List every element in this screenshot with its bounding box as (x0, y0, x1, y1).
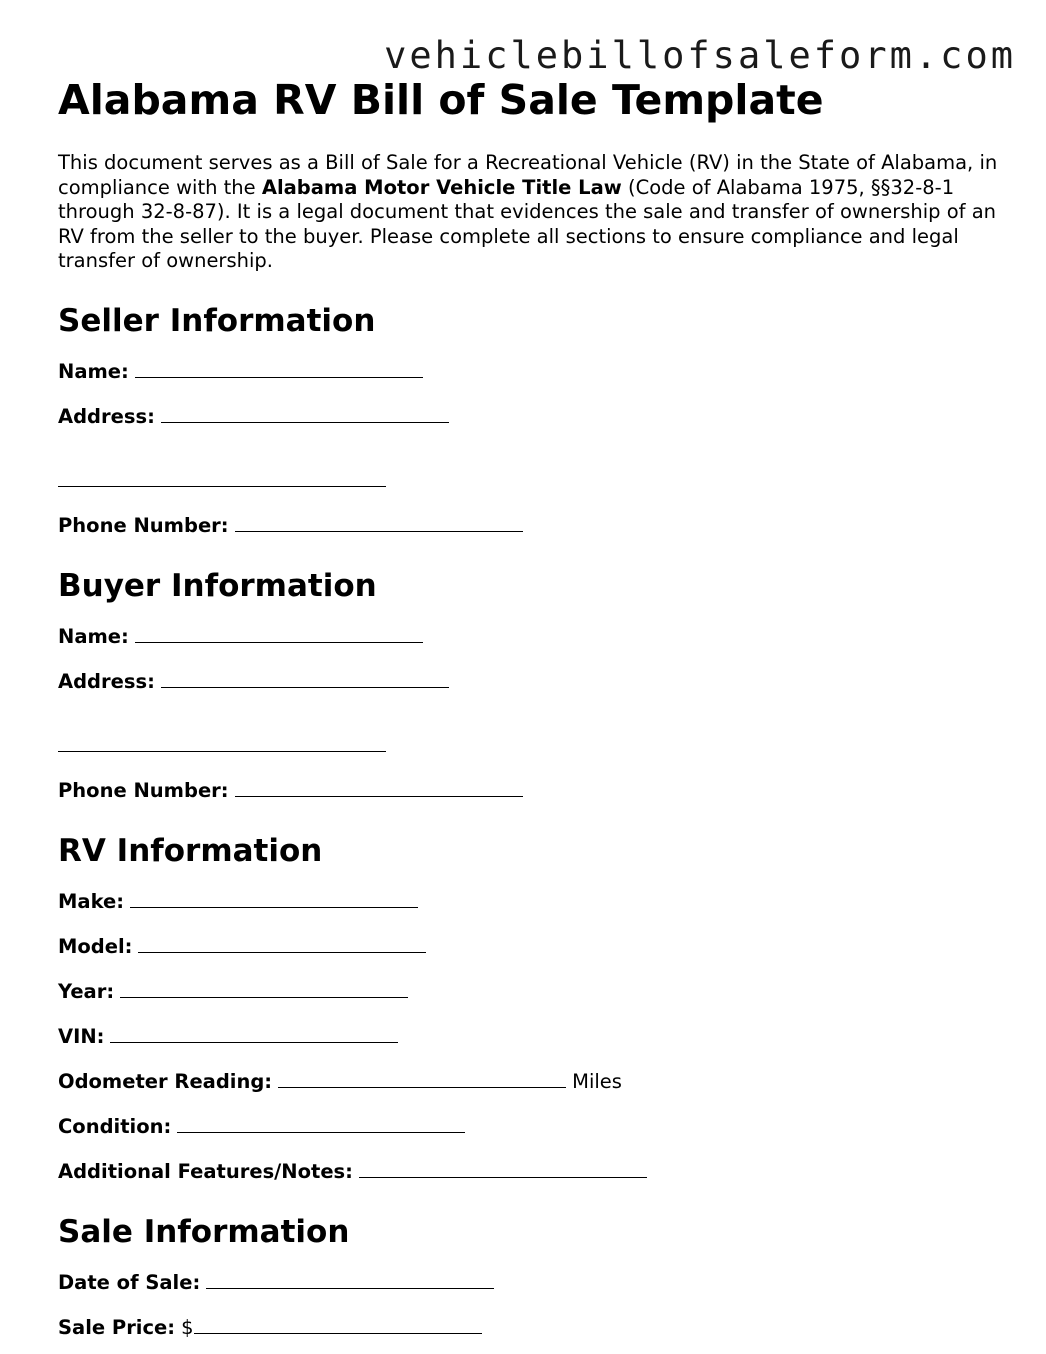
rv-make-label: Make: (58, 889, 125, 913)
intro-text-part2: (Code of Alabama 1975, §§32-8-1 through 32-8-87). It is a legal document that evidences the sale and transfer of ownership of an RV from the seller to the buyer. Please complete all sections to ensure compliance and legal transfer of ownership. (58, 175, 997, 273)
buyer-address-row (58, 669, 998, 695)
rv-model-field[interactable] (138, 934, 426, 953)
rv-heading: RV Information (58, 832, 323, 869)
sale-date-field[interactable] (206, 1270, 494, 1289)
seller-heading: Seller Information (58, 302, 376, 339)
buyer-phone-row (58, 778, 998, 804)
page-title: Alabama RV Bill of Sale Template (58, 76, 824, 124)
buyer-address-label: Address: (58, 669, 155, 693)
rv-make-field[interactable] (130, 889, 418, 908)
rv-odometer-unit: Miles (572, 1069, 622, 1093)
seller-name-label: Name: (58, 359, 129, 383)
seller-phone-row (58, 513, 998, 539)
rv-section (58, 831, 998, 1185)
rv-condition-field[interactable] (177, 1114, 465, 1133)
rv-odometer-field[interactable] (278, 1069, 566, 1088)
seller-name-field[interactable] (135, 359, 423, 378)
rv-notes-field[interactable] (359, 1159, 647, 1178)
rv-vin-row (58, 1024, 998, 1050)
rv-vin-field[interactable] (110, 1024, 398, 1043)
sale-heading: Sale Information (58, 1213, 350, 1250)
rv-model-label: Model: (58, 934, 133, 958)
buyer-name-label: Name: (58, 624, 129, 648)
rv-odometer-label: Odometer Reading: (58, 1069, 273, 1093)
buyer-name-field[interactable] (135, 624, 423, 643)
buyer-address-line2-row (58, 733, 998, 759)
buyer-section (58, 566, 998, 804)
rv-year-label: Year: (58, 979, 115, 1003)
seller-address-line2-field[interactable] (58, 468, 386, 487)
seller-section (58, 301, 998, 539)
rv-year-row (58, 979, 998, 1005)
sale-section (58, 1212, 998, 1341)
rv-notes-label: Additional Features/Notes: (58, 1159, 353, 1183)
seller-phone-label: Phone Number: (58, 513, 229, 537)
sale-price-label: Sale Price: (58, 1315, 176, 1339)
buyer-address-field[interactable] (161, 669, 449, 688)
buyer-phone-label: Phone Number: (58, 778, 229, 802)
sale-date-label: Date of Sale: (58, 1270, 201, 1294)
rv-condition-label: Condition: (58, 1114, 172, 1138)
intro-law-name: Alabama Motor Vehicle Title Law (261, 175, 622, 199)
seller-address-field[interactable] (161, 404, 449, 423)
rv-condition-row (58, 1114, 998, 1140)
sale-price-currency: $ (181, 1315, 194, 1339)
sale-price-field[interactable] (194, 1315, 482, 1334)
rv-make-row (58, 889, 998, 915)
sale-date-row (58, 1270, 998, 1296)
buyer-heading: Buyer Information (58, 567, 377, 604)
document-body (58, 74, 998, 1341)
rv-notes-row (58, 1159, 998, 1185)
seller-name-row (58, 359, 998, 385)
intro-paragraph (58, 151, 998, 274)
site-watermark: vehiclebillofsaleform.com (384, 34, 1016, 77)
seller-phone-field[interactable] (235, 513, 523, 532)
buyer-name-row (58, 624, 998, 650)
intro-text-part1: This document serves as a Bill of Sale for a Recreational Vehicle (RV) in the State of Alabama, in compliance with the (58, 151, 998, 199)
sale-price-row (58, 1315, 998, 1341)
seller-address-label: Address: (58, 404, 155, 428)
rv-vin-label: VIN: (58, 1024, 105, 1048)
buyer-address-line2-field[interactable] (58, 733, 386, 752)
buyer-phone-field[interactable] (235, 778, 523, 797)
rv-odometer-row (58, 1069, 998, 1095)
rv-year-field[interactable] (120, 979, 408, 998)
seller-address-row (58, 404, 998, 430)
seller-address-line2-row (58, 468, 998, 494)
rv-model-row (58, 934, 998, 960)
